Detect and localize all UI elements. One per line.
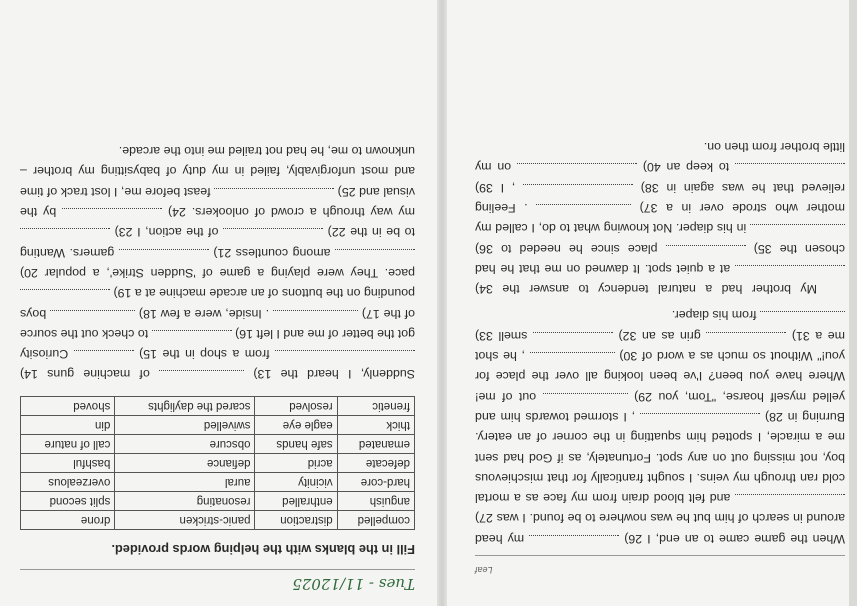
story-text: a miracle, I spotted him squatting in the corner of an eatery. Burning in [475,409,845,445]
blank-20[interactable] [335,249,415,262]
word-bank-cell: bashful [21,454,115,473]
word-bank-cell: obscure [115,435,255,454]
book-gutter [437,0,447,606]
story-text: among [292,245,331,260]
blank-31[interactable] [706,332,786,345]
word-bank-row [21,397,415,416]
story-text: smell 33) [474,328,528,343]
word-bank-cell: safe hands [255,435,337,454]
blank-22[interactable] [223,228,323,241]
word-bank-row [21,416,415,435]
story-text: 14) [19,367,38,382]
blank-33[interactable] [760,311,845,324]
story-text: . Inside, were [194,306,270,321]
story-text: feast before me, I lost track of time and most [20,164,415,199]
story-text: place since he needed to [501,241,658,256]
story-text: When the game came to an end, I 26) [624,531,845,546]
story-text: unforgivably, failed in my duty of babysitting my brother – unknown to me, he [20,144,415,179]
story-text: 27) [475,511,493,526]
blank-29[interactable] [543,393,628,406]
blank-19[interactable] [20,289,110,302]
blank-40[interactable] [517,163,637,176]
blank-26[interactable] [529,535,619,548]
story-text: a game of 'Sudden Strike', a popular 20) [20,265,265,280]
story-text: my [507,531,525,546]
word-bank-cell: acrid [255,454,337,473]
story-text: mother who strode over in a 37) [639,200,845,215]
right-page [457,0,857,606]
story-text: mortal cold ran through my veins. I sought frantically for that mischievous [475,470,845,506]
blank-14[interactable] [275,350,415,363]
word-bank-cell: anguish [337,492,414,511]
blank-23[interactable] [20,228,110,241]
story-text: out of me! Where have you been? [475,369,845,404]
story-text: , I stormed towards him and yelled myself hoarse, [475,389,845,424]
story-text: in his diaper. Not knowing what to do, I called my [475,221,747,236]
story-text: boy, not missing out on any spot. Fortunately, as if God had sent me [475,430,845,465]
word-bank-cell: din [21,416,115,435]
story-text: an 32) [618,328,656,343]
story-text: way through a crowd of onlookers. 24) [167,205,393,220]
blank-28[interactable] [640,413,760,426]
story-text: he was again in 38) [640,180,766,195]
blank-38[interactable] [523,184,633,197]
story-text: countless 21) [213,245,289,260]
word-bank-cell: distraction [255,511,337,530]
blank-30[interactable] [530,352,615,365]
story-text: gamers. Wanting to be in the [20,225,415,260]
story-text: by the visual [20,184,415,220]
story-text: diaper. [671,308,710,323]
blank-21[interactable] [119,249,209,262]
story-text: had not trailed me into the arcade. [118,144,307,159]
story-text: 22) [327,225,346,240]
story-text: pace. They were playing [270,265,415,280]
story-text: Suddenly, I heard the 13) [253,367,415,382]
story-text: and 25) [337,184,380,199]
story-text: had chosen the 35) [474,241,845,276]
story-text: to [137,326,149,341]
blank-34[interactable] [735,265,845,278]
word-bank-cell: resolved [255,397,337,416]
blank-36[interactable] [750,224,845,237]
blank-16[interactable] [152,330,232,343]
blank-39[interactable] [735,163,845,176]
story-text: head around in search of him but he was nowhere to be found. I was [475,511,845,546]
word-bank-row [21,454,415,473]
story-text: grin as [661,328,701,343]
story-paragraph-2 [475,305,845,549]
word-bank-cell: aural [115,473,255,492]
word-bank-cell: hard-core [337,473,414,492]
blank-17[interactable] [273,310,358,323]
story-text: 36) [475,241,493,256]
handwritten-date: Tues - 11/12025 [292,575,415,593]
story-text: a few 18) [138,306,191,321]
blank-25[interactable] [214,188,334,201]
word-bank-cell: enthralled [255,492,337,511]
divider [20,569,415,570]
word-bank-cell: emanated [337,435,414,454]
story-text: I've been looking all over the place for you!" Without so much as a word of [475,349,845,384]
story-text: from his [712,308,757,323]
story-text: on my little brother from then on. [475,140,845,175]
word-bank-cell: swivelled [115,416,255,435]
word-bank-cell: eagle eye [255,416,337,435]
story-text: "Tom, you 29) [634,389,717,404]
story-paragraph-3 [475,137,845,299]
word-bank-row [21,435,415,454]
word-bank-cell: overzealous [21,473,115,492]
word-bank-row [21,511,415,530]
story-text: to keep an 40) [642,160,730,175]
blank-13[interactable] [159,370,244,383]
word-bank-row [21,473,415,492]
word-bank-cell: scared the daylights [115,397,255,416]
word-bank-cell: drone [21,511,115,530]
word-bank-row [21,492,415,511]
blank-35[interactable] [666,245,746,258]
word-bank-cell: defiance [115,454,255,473]
word-bank-cell: shoved [21,397,115,416]
exercise-title: Fill in the blanks with the helping words provided. [111,541,415,557]
story-text: at a quiet spot. It dawned on me that he [500,261,731,276]
word-bank-table [20,396,415,530]
story-text: check out the source of the 17) [20,306,415,341]
word-bank-cell: panic-stricken [115,511,255,530]
story-text: from a shop in the 15) [139,347,270,362]
blank-18[interactable] [50,310,135,323]
story-text: , he shot me a 31) [475,328,845,364]
word-bank-cell: thick [337,416,414,435]
story-text: arcade machine at a 19) [113,286,248,301]
story-text: My brother had a natural tendency to answer the [502,282,817,297]
story-text: and felt blood drain from my face as a [514,491,731,506]
story-text: 28) [764,409,783,424]
word-bank-cell: vicinity [255,473,337,492]
corner-note: Leaf [475,565,493,575]
word-bank-cell: call of nature [21,435,115,454]
blank-37[interactable] [536,204,631,217]
blank-32[interactable] [533,332,613,345]
story-text: my [398,205,415,220]
story-text: , I 39) [475,180,516,195]
story-text: . Feeling relieved that [475,180,845,215]
story-text: boys pounding on the buttons of an [20,286,415,321]
story-text: of machine guns [47,367,150,382]
story-text: of the action, I 23) [114,225,219,240]
story-text: Curiosity got the better of me and I left 16) [20,326,415,362]
story-text: 34) [475,282,493,297]
word-bank-cell: resonating [115,492,255,511]
word-bank-cell: split second [21,492,115,511]
divider [475,555,845,556]
word-bank-cell: compelled [337,511,414,530]
blank-27[interactable] [735,494,845,507]
blank-15[interactable] [74,350,134,363]
word-bank-cell: frenetic [337,397,414,416]
story-paragraph-1 [20,141,415,385]
story-text: 30) [619,349,638,364]
word-bank-cell: defecate [337,454,414,473]
blank-24[interactable] [62,208,162,221]
